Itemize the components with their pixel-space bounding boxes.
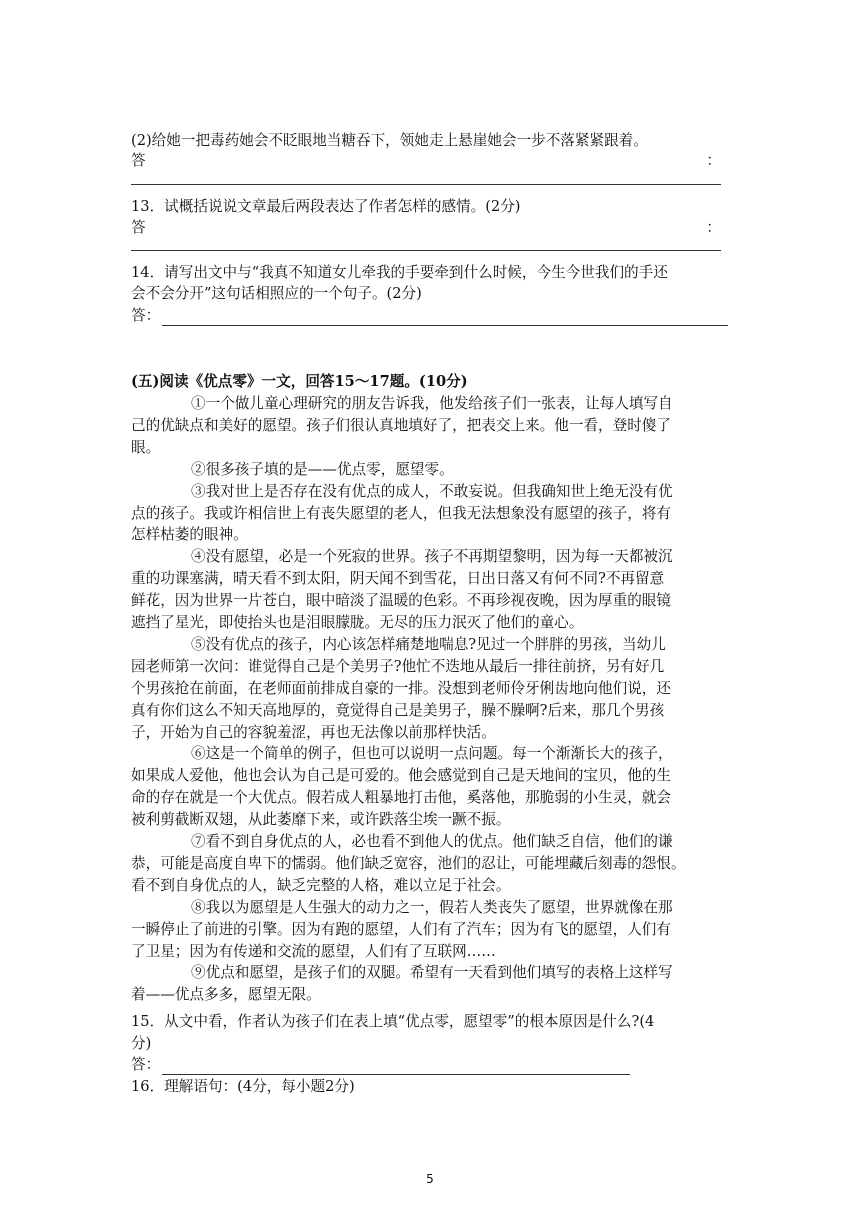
- question-14-line-1: 14．请写出文中与“我真不知道女儿牵我的手要牵到什么时候，今生今世我们的手还: [131, 264, 668, 281]
- passage-line: 被利剪截断双翅，从此萎靡下来，或许跌落尘埃一蹶不振。: [131, 811, 511, 828]
- passage-line: 了卫星；因为有传递和交流的愿望，人们有了互联网……: [131, 943, 496, 960]
- passage-line: ⑧我以为愿望是人生强大的动力之一，假若人类丧失了愿望，世界就像在那: [191, 899, 673, 916]
- page-number: 5: [426, 1172, 434, 1186]
- passage-line: 己的优缺点和美好的愿望。孩子们很认真地填好了，把表交上来。他一看，登时傻了: [131, 417, 671, 434]
- answer-label: 答：: [131, 307, 161, 324]
- passage-line: 点的孩子。我或许相信世上有丧失愿望的老人，但我无法想象没有愿望的孩子，将有: [131, 505, 671, 522]
- answer-line-12-2[interactable]: [131, 184, 721, 185]
- answer-row-15: [131, 1055, 731, 1075]
- answer-line-13[interactable]: [131, 250, 721, 251]
- passage-line: ①一个做儿童心理研究的朋友告诉我，他发给孩子们一张表，让每人填写自: [191, 395, 673, 412]
- passage-line: 个男孩抢在前面，在老师面前排成自豪的一排。没想到老师伶牙俐齿地向他们说，还: [131, 680, 671, 697]
- answer-line-15[interactable]: [162, 1060, 630, 1075]
- question-12-2: (2)给她一把毒药她会不眨眼地当糖吞下，领她走上悬崖她会一步不落紧紧跟着。: [131, 132, 648, 149]
- answer-colon: ：: [706, 152, 721, 169]
- passage-line: 鲜花，因为世界一片苍白，眼中暗淡了温暖的色彩。不再珍视夜晚，因为厚重的眼镜: [131, 592, 671, 609]
- question-15-line-2: 分): [131, 1035, 152, 1052]
- answer-label: 答：: [131, 1056, 161, 1073]
- answer-row-12-2: [131, 151, 731, 171]
- passage-line: ②很多孩子填的是——优点零，愿望零。: [191, 461, 454, 478]
- section-5-title: (五)阅读《优点零》一文，回答15～17题。(10分): [131, 373, 468, 390]
- passage-line: 如果成人爱他，他也会认为自己是可爱的。他会感觉到自己是天地间的宝贝，他的生: [131, 767, 671, 784]
- passage-line: 一瞬停止了前进的引擎。因为有跑的愿望，人们有了汽车；因为有飞的愿望，人们有: [131, 921, 671, 938]
- question-16: 16．理解语句：(4分，每小题2分): [131, 1078, 355, 1095]
- answer-label: 答: [131, 152, 146, 169]
- passage-line: 恭，可能是高度自卑下的懦弱。他们缺乏宽容，池们的忍让，可能埋藏后刻毒的怨恨。: [131, 855, 686, 872]
- question-13: 13．试概括说说文章最后两段表达了作者怎样的感情。(2分): [131, 198, 521, 215]
- passage-line: 命的存在就是一个大优点。假若成人粗暴地打击他，奚落他，那脆弱的小生灵，就会: [131, 789, 671, 806]
- answer-row-13: [131, 218, 731, 238]
- passage-line: ④没有愿望，必是一个死寂的世界。孩子不再期望黎明，因为每一天都被沉: [191, 548, 673, 565]
- passage-line: 重的功课塞满，晴天看不到太阳，阴天闻不到雪花，日出日落又有何不同?不再留意: [131, 570, 665, 587]
- passage-line: 园老师第一次问：谁觉得自己是个美男子?他忙不迭地从最后一排往前挤，另有好几: [131, 658, 665, 675]
- passage-line: ⑦看不到自身优点的人，必也看不到他人的优点。他们缺乏自信，他们的谦: [191, 833, 673, 850]
- passage-line: 真有你们这么不知天高地厚的，竟觉得自己是美男子，臊不臊啊?后来，那几个男孩: [131, 702, 665, 719]
- passage-line: 子，开始为自己的容貌羞涩，再也无法像以前那样快活。: [131, 724, 496, 741]
- passage-line: 眼。: [131, 439, 161, 456]
- answer-label: 答: [131, 219, 146, 236]
- answer-colon: ：: [706, 219, 721, 236]
- question-15-line-1: 15．从文中看，作者认为孩子们在表上填“优点零，愿望零”的根本原因是什么?(4: [131, 1013, 655, 1030]
- passage-line: ⑨优点和愿望，是孩子们的双腿。希望有一天看到他们填写的表格上这样写: [191, 964, 673, 981]
- passage-line: 怎样枯萎的眼神。: [131, 526, 248, 543]
- passage-line: ③我对世上是否存在没有优点的成人，不敢妄说。但我确知世上绝无没有优: [191, 483, 673, 500]
- passage-line: ⑥这是一个简单的例子，但也可以说明一点问题。每一个渐渐长大的孩子，: [191, 745, 673, 762]
- passage-line: 看不到自身优点的人，缺乏完整的人格，难以立足于社会。: [131, 877, 511, 894]
- answer-line-14[interactable]: [162, 311, 728, 326]
- passage-line: ⑤没有优点的孩子，内心该怎样痛楚地喘息?见过一个胖胖的男孩，当幼儿: [191, 636, 666, 653]
- passage-line: 遮挡了星光，即使抬头也是泪眼朦胧。无尽的压力泯灭了他们的童心。: [131, 614, 584, 631]
- question-14-line-2: 会不会分开”这句话相照应的一个句子。(2分): [131, 285, 422, 302]
- answer-row-14: [131, 306, 731, 326]
- passage-line: 着——优点多多，愿望无限。: [131, 986, 321, 1003]
